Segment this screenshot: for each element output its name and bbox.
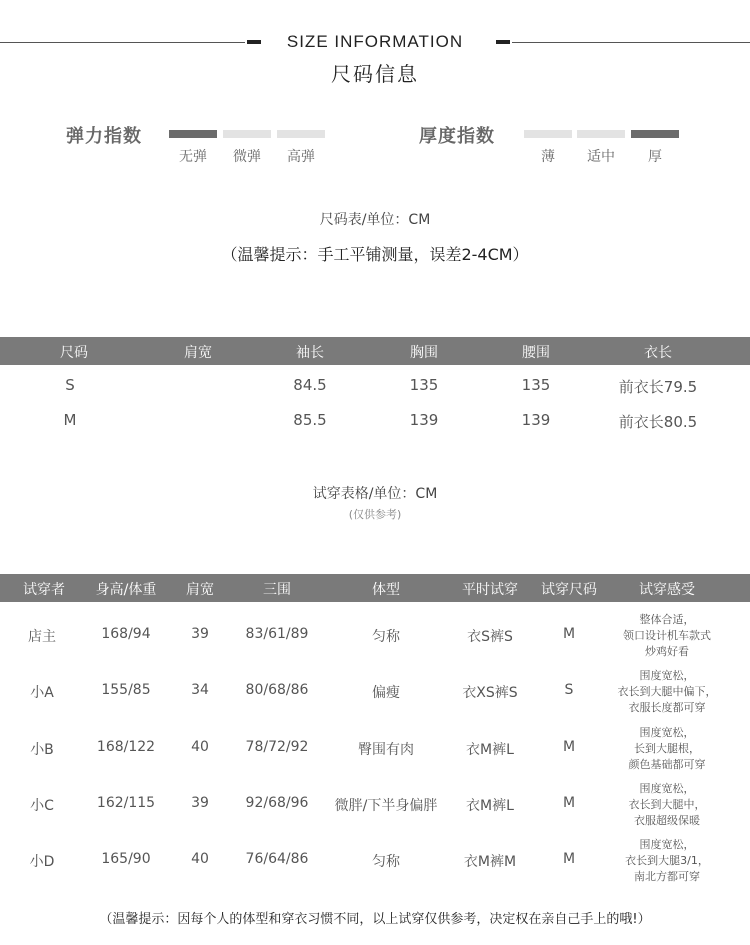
trial-feel-line: 长到大腿根， (634, 742, 700, 755)
elasticity-bar-0 (169, 130, 217, 138)
trial-cell-body: 偏瘦 (372, 685, 400, 701)
elasticity-bar-1 (223, 130, 271, 138)
size-header-cell: 衣长 (644, 345, 672, 361)
trial-cell-bwh: 76/64/86 (245, 851, 309, 867)
thickness-bar-0 (524, 130, 572, 138)
size-cell: 前衣长80.5 (618, 413, 698, 431)
trial-cell-bwh: 80/68/86 (245, 682, 309, 698)
trial-cell-size: M (562, 795, 576, 811)
trial-cell-body: 匀称 (372, 854, 400, 870)
trial-feel-line: 衣长到大腿中偏下， (617, 685, 717, 698)
trial-cell-usual: 衣M裤L (466, 798, 514, 814)
size-cell: 前衣长79.5 (618, 378, 698, 396)
trial-cell-name: 小B (30, 742, 54, 758)
trial-cell-usual: 衣M裤M (463, 854, 517, 870)
size-cell: 139 (521, 411, 551, 429)
trial-cell-shoulder: 40 (191, 851, 209, 867)
size-table-header (0, 337, 750, 365)
thickness-option-label: 厚 (648, 149, 662, 165)
trial-cell-name: 小C (30, 798, 54, 814)
trial-cell-name: 小D (29, 854, 55, 870)
trial-cell-hw: 168/122 (96, 739, 156, 755)
thickness-bar-1 (577, 130, 625, 138)
trial-cell-name: 小A (30, 685, 54, 701)
size-cell: 135 (521, 376, 551, 394)
size-table-caption: 尺码表/单位：CM (319, 212, 431, 228)
trial-cell-hw: 162/115 (96, 795, 156, 811)
size-cell: M (63, 411, 77, 429)
trial-table-header (0, 574, 750, 602)
size-header-cell: 肩宽 (184, 345, 212, 361)
trial-feel-line: 炒鸡好看 (645, 645, 689, 658)
trial-cell-usual: 衣XS裤S (462, 685, 518, 701)
trial-feel-line: 南北方都可穿 (634, 870, 700, 883)
elasticity-option-label: 微弹 (233, 149, 261, 165)
trial-cell-shoulder: 39 (191, 626, 209, 642)
trial-cell-bwh: 83/61/89 (245, 626, 309, 642)
trial-header-cell: 试穿者 (23, 582, 65, 598)
trial-cell-bwh: 78/72/92 (245, 739, 309, 755)
size-cell: 135 (409, 376, 439, 394)
trial-cell-hw: 168/94 (101, 626, 151, 642)
trial-cell-usual: 衣S裤S (467, 629, 513, 645)
trial-cell-feel (602, 837, 732, 885)
trial-cell-shoulder: 34 (191, 682, 209, 698)
size-cell: 84.5 (293, 376, 327, 394)
trial-feel-line: 衣长到大腿3/1， (625, 854, 709, 867)
trial-header-cell: 体型 (372, 582, 400, 598)
size-cell: 139 (409, 411, 439, 429)
trial-feel-line: 围度宽松， (639, 669, 695, 682)
trial-header-cell: 平时试穿 (462, 582, 518, 598)
trial-feel-line: 衣长到大腿中， (628, 798, 706, 811)
thickness-bar-2 (631, 130, 679, 138)
trial-feel-line: 围度宽松， (639, 726, 695, 739)
trial-header-cell: 试穿感受 (639, 582, 695, 598)
trial-cell-body: 匀称 (372, 629, 400, 645)
trial-cell-usual: 衣M裤L (466, 742, 514, 758)
trial-cell-body: 臀围有肉 (358, 742, 414, 758)
size-header-cell: 袖长 (296, 345, 324, 361)
trial-header-cell: 三围 (263, 582, 291, 598)
trial-cell-feel (602, 725, 732, 773)
trial-feel-line: 围度宽松， (639, 838, 695, 851)
trial-table-subcaption: (仅供参考) (348, 508, 402, 521)
size-header-cell: 尺码 (60, 345, 88, 361)
size-cell: 85.5 (293, 411, 327, 429)
size-header-cell: 胸围 (410, 345, 438, 361)
trial-header-cell: 肩宽 (186, 582, 214, 598)
trial-cell-shoulder: 39 (191, 795, 209, 811)
trial-cell-feel (602, 668, 732, 716)
footer-note: （温馨提示：因每个人的体型和穿衣习惯不同，以上试穿仅供参考，决定权在亲自己手上的哦!） (99, 912, 651, 927)
trial-cell-hw: 165/90 (101, 851, 151, 867)
trial-cell-shoulder: 40 (191, 739, 209, 755)
title-chinese: 尺码信息 (331, 62, 419, 86)
trial-feel-line: 整体合适， (639, 613, 695, 626)
trial-feel-line: 颜色基础都可穿 (628, 758, 706, 771)
trial-header-cell: 身高/体重 (95, 582, 157, 598)
trial-cell-size: M (562, 739, 576, 755)
size-cell: S (65, 376, 75, 394)
trial-cell-body: 微胖/下半身偏胖 (334, 798, 438, 814)
elasticity-bar-2 (277, 130, 325, 138)
trial-cell-size: S (564, 682, 574, 698)
thickness-option-label: 适中 (587, 149, 615, 165)
trial-cell-name: 店主 (28, 629, 56, 645)
trial-cell-size: M (562, 851, 576, 867)
trial-feel-line: 领口设计机车款式 (623, 629, 711, 642)
elasticity-option-label: 无弹 (179, 149, 207, 165)
trial-cell-size: M (562, 626, 576, 642)
trial-cell-feel (602, 781, 732, 829)
trial-feel-line: 衣服超级保暖 (634, 814, 700, 827)
thickness-label: 厚度指数 (419, 126, 495, 147)
thickness-option-label: 薄 (541, 149, 555, 165)
trial-feel-line: 衣服长度都可穿 (628, 701, 706, 714)
size-header-cell: 腰围 (522, 345, 550, 361)
elasticity-label: 弹力指数 (66, 126, 142, 147)
trial-feel-line: 围度宽松， (639, 782, 695, 795)
elasticity-option-label: 高弹 (287, 149, 315, 165)
trial-cell-hw: 155/85 (101, 682, 151, 698)
title-english: SIZE INFORMATION (286, 32, 464, 51)
trial-cell-bwh: 92/68/96 (245, 795, 309, 811)
trial-table-caption: 试穿表格/单位：CM (312, 486, 438, 502)
trial-header-cell: 试穿尺码 (541, 582, 597, 598)
size-table-note: （温馨提示：手工平铺测量，误差2-4CM） (221, 245, 529, 264)
trial-cell-feel (602, 612, 732, 660)
